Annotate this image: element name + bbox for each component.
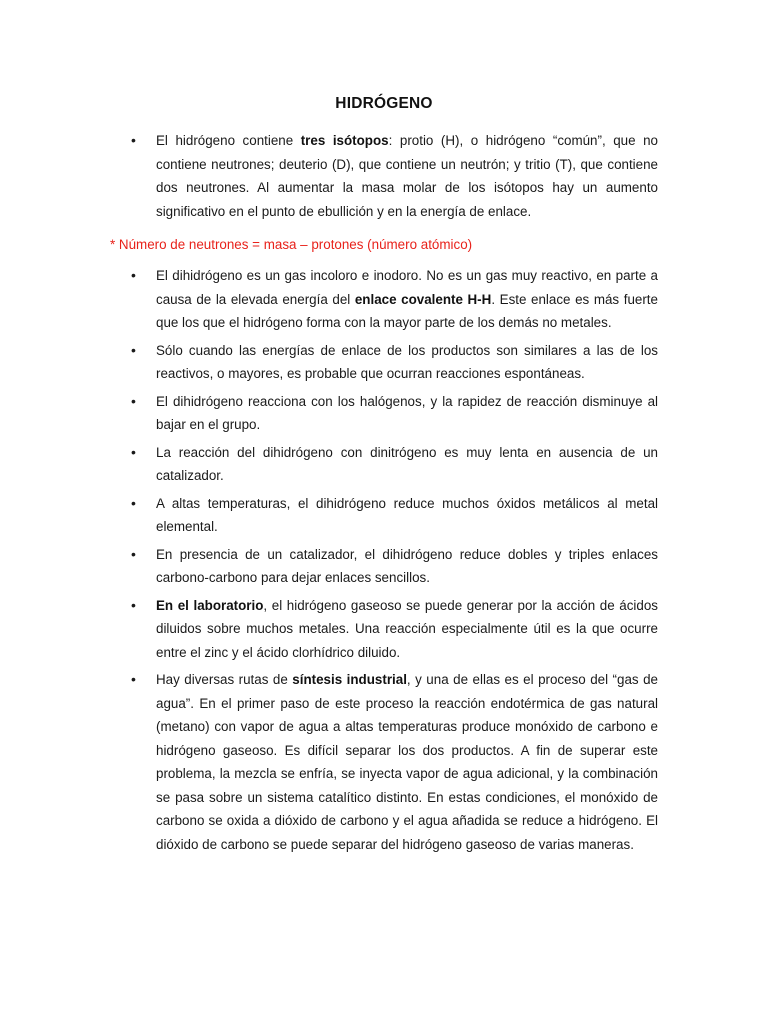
list-item-isotopes <box>0 129 768 223</box>
item-text: El hidrógeno contiene <box>156 133 301 148</box>
list-item-bond-energies <box>0 339 768 386</box>
item-text: , el hidrógeno gaseoso se puede generar por la acción de ácidos diluidos sobre muchos metales. Una reacción especialmente útil es la que ocurre entre el zinc y el ácido clorhídrico diluido. <box>156 597 658 660</box>
item-text: En presencia de un catalizador, el dihidrógeno reduce dobles y triples enlaces carbono-carbono para dejar enlaces sencillos. <box>156 546 658 585</box>
item-text: : protio (H), o hidrógeno “común”, que no contiene neutrones; deuterio (D), que contiene un neutrón; y tritio (T), que contiene dos neutrones. Al aumentar la masa molar de los isótopos hay un aumento significativo en el punto de ebullición y en la energía de enlace. <box>156 133 658 219</box>
item-text: La reacción del dihidrógeno con dinitrógeno es muy lenta en ausencia de un catalizador. <box>156 444 658 483</box>
list-item-catalyst <box>0 543 768 590</box>
list-item-dihydrogen-gas <box>0 264 768 335</box>
item-text: Sólo cuando las energías de enlace de los productos son similares a las de los reactivos, o mayores, es probable que ocurran reacciones espontáneas. <box>156 342 658 381</box>
item-text: A altas temperaturas, el dihidrógeno reduce muchos óxidos metálicos al metal elemental. <box>156 495 658 534</box>
item-text: . Este enlace es más fuerte que los que el hidrógeno forma con la mayor parte de los demás no metales. <box>156 291 658 330</box>
list-item-laboratory <box>0 594 768 665</box>
bullet-icon: • <box>131 671 136 687</box>
list-item-industrial-synthesis <box>0 668 768 856</box>
bullet-icon: • <box>131 596 136 613</box>
list-item-halogens <box>0 390 768 437</box>
bullet-icon: • <box>131 545 136 562</box>
neutron-note: * Número de neutrones = masa – protones (número atómico) <box>110 237 473 252</box>
bullet-icon: • <box>131 494 136 511</box>
item-bold-text: enlace covalente H-H <box>354 291 492 307</box>
bullet-icon: • <box>131 443 136 460</box>
item-bold-text: síntesis industrial <box>292 672 407 687</box>
list-item-metal-oxides <box>0 492 768 539</box>
bullet-icon: • <box>131 392 136 409</box>
item-text: El dihidrógeno es un gas incoloro e inodoro. No es un gas muy reactivo, en parte a causa de la elevada energía del <box>156 268 658 307</box>
item-text: Hay diversas rutas de <box>156 672 293 687</box>
item-bold-text: tres isótopos <box>300 133 389 148</box>
bullet-icon: • <box>131 341 136 358</box>
properties-list <box>0 264 768 860</box>
item-text: El dihidrógeno reacciona con los halógenos, y la rapidez de reacción disminuye al bajar en el grupo. <box>156 393 658 432</box>
bullet-icon: • <box>131 267 136 283</box>
item-text: , y una de ellas es el proceso del “gas de agua”. En el primer paso de este proceso la reacción endotérmica de gas natural (metano) con vapor de agua a altas temperaturas produce monóxido de carbono e hidrógeno gaseoso. Es difícil separar los dos productos. A fin de superar este problema, la mezcla se enfría, se inyecta vapor de agua adicional, y la combinación se pasa sobre un sistema catalítico distinto. En estas condiciones, el monóxido de carbono se oxida a dióxido de carbono y el agua añadida se reduce a hidrógeno. El dióxido de carbono se puede separar del hidrógeno gaseoso de varias maneras. <box>156 672 658 852</box>
intro-list <box>0 129 768 227</box>
page-title: HIDRÓGENO <box>335 95 433 112</box>
list-item-dinitrogen <box>0 441 768 488</box>
bullet-icon: • <box>131 132 136 148</box>
item-bold-text: En el laboratorio <box>156 597 264 613</box>
